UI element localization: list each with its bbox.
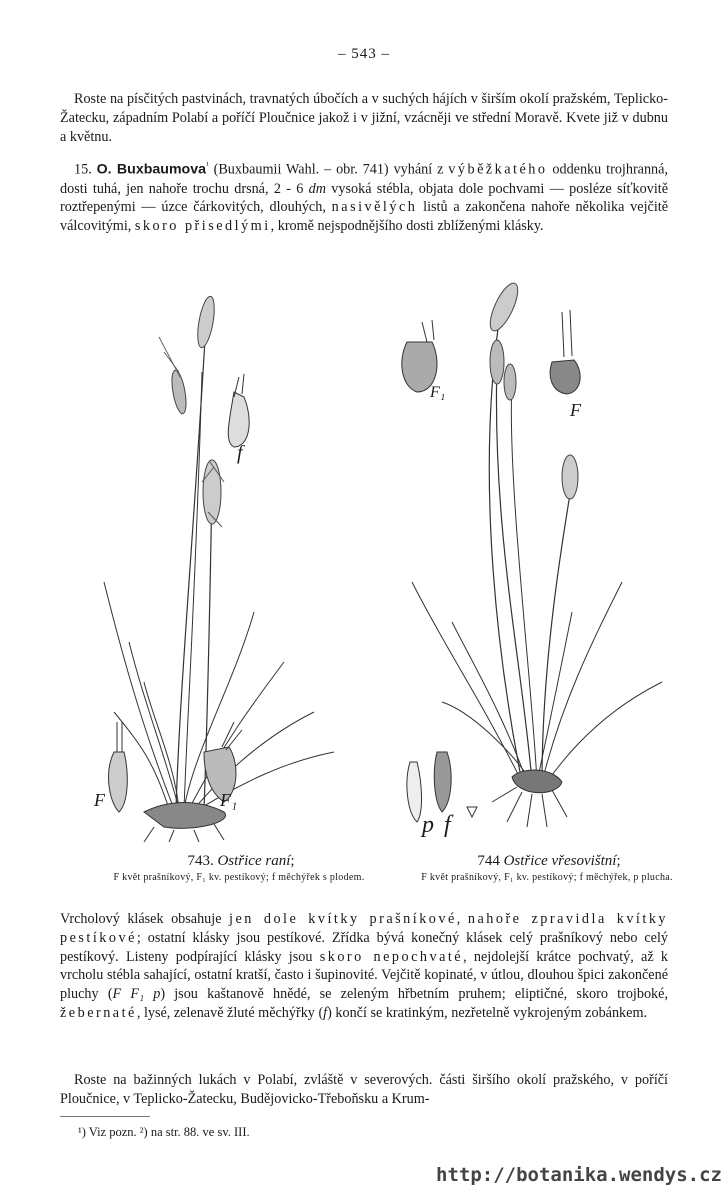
species-text-3: vysoká stébla, objata dole pochvami — posléze síťkovitě roztřepenými — úzce čárkovitých, dlouhých,: [60, 180, 668, 216]
paragraph-habitat: [60, 90, 668, 146]
p2-text-c: ; ostatní klásky jsou pestíkové. Zřídka bývá konečný klásek celý prašníkový nebo celý pestíkový. Listeny podpírající klásky jsou: [60, 929, 668, 965]
figure-743-name: Ostřice raní: [217, 853, 291, 869]
spaced-term-3: skoro přisedlými: [134, 218, 271, 235]
p2-text-b: ,: [456, 911, 468, 927]
footnote: ¹) Viz pozn. ²) na str. 88. ve sv. III.: [78, 1125, 250, 1139]
paragraph-distribution: [60, 1071, 668, 1109]
figure-744-name: Ostřice vřesovištní: [503, 853, 617, 869]
figure-744-illustration: [392, 282, 706, 842]
paragraph-3-text: Roste na bažinných lukách v Polabí, zvláště v severových. části širšího okolí pražského, v poříčí Ploučnice, v Teplicko-Žatecku, Budějovicko-Třeboňsku a Krum-: [60, 1072, 668, 1107]
p2-italic-2: f: [323, 1004, 328, 1021]
watermark-url: http://botanika.wendys.cz: [436, 1164, 722, 1186]
figure-743-label-f: f: [237, 442, 243, 464]
figure-744-label-f: f: [444, 812, 451, 838]
footnote-mark: ¹: [206, 160, 209, 170]
figure-743-title: [84, 853, 398, 870]
figure-744-caption: F květ prašníkový, F₁ kv. pestíkový; f měchýřek, p plucha.: [421, 872, 673, 883]
figure-744-suffix: ;: [616, 853, 621, 869]
species-name: O. Buxbaumova: [96, 161, 207, 178]
p2-text-g: ) končí se kratinkým, nezřetelně vykrojeným zobánkem.: [327, 1004, 648, 1021]
figure-744-label-p: p: [422, 812, 434, 838]
paragraph-description: [60, 910, 668, 1023]
species-text-4: listů a zakončena nahoře několika vejčitě válcovitými,: [60, 199, 668, 235]
figure-743-suffix: ;: [290, 853, 295, 869]
p2-italic-1: F F₁ p: [112, 986, 161, 1003]
species-text-5: , kromě nejspodnějšího dosti zblíženými klásky.: [270, 218, 544, 235]
p2-spaced-2: nahoře zpravidla kvítky pestíkové: [60, 911, 669, 946]
species-number: 15.: [74, 161, 92, 178]
figure-743-number: 743.: [187, 853, 214, 869]
unit-dm: dm: [308, 180, 326, 197]
page-number: – 543 –: [338, 46, 390, 62]
p2-text-e: ) jsou kaštanově hnědé, se zeleným hřbetním pruhem; eliptičné, skoro trojboké,: [160, 986, 668, 1003]
figure-744-title: [392, 853, 706, 870]
figure-743-label-F: F: [94, 790, 105, 810]
p2-spaced-4: žebernaté: [60, 1004, 137, 1021]
figure-743-caption: F květ prašníkový, F₁ kv. pestíkový; f měchýřek s plodem.: [113, 872, 365, 883]
figure-744-label-F1: F₁: [430, 384, 446, 401]
species-description: [60, 156, 668, 236]
paragraph-1-text: Roste na písčitých pastvinách, travnatých úbočích a v suchých hájích v širším okolí pražském, Teplicko-Žatecku, západním Polabí a poříčí Ploučnice jakož i v jižní, vzácněji ve střední Moravě. Kvete již v dubnu a květnu.: [60, 91, 668, 145]
p2-text-d: , nejdolejší krátce pochvatý, až k vrcholu stébla sahající, ostatní kratší, často i šupinovité. Vejčitě kopinaté, v útlou, dlouhou špici zakončené pluchy (: [60, 948, 668, 1003]
p2-text-f: , lysé, zelenavě žluté měchýřky (: [136, 1004, 324, 1021]
spaced-term-2: nasivělých: [331, 199, 418, 216]
p2-spaced-1: jen dole kvítky prašníkové: [229, 911, 457, 927]
species-text-1: (Buxbaumii Wahl. – obr. 741) vyhání z: [208, 161, 449, 178]
footnote-rule: [60, 1116, 150, 1117]
figure-743-illustration: [84, 282, 398, 842]
spaced-term-1: výběžkatého: [448, 161, 548, 178]
figure-743-label-F1: F₁: [220, 790, 238, 810]
p2-spaced-3: skoro nepochvaté: [319, 948, 464, 965]
p2-text-a: Vrcholový klásek obsahuje: [60, 911, 230, 927]
figure-744-number: 744: [477, 853, 500, 869]
species-text-2: oddenku trojhranná, dosti tuhá, jen nahoře trochu drsná, 2 - 6: [60, 161, 668, 197]
figure-744-label-F: F: [570, 400, 581, 420]
